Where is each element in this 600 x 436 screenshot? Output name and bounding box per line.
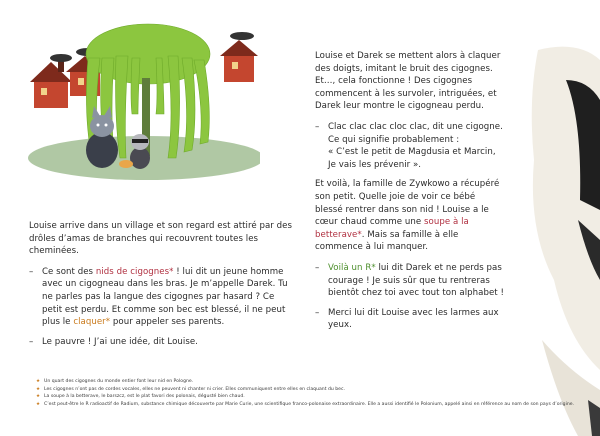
footnote: ★ Un quart des cigognes du monde entier font leur nid en Pologne. (36, 379, 194, 384)
letter-r-highlight: Voilà un R* (328, 262, 376, 273)
footnote: ★ Les cigognes n’ont pas de cordes vocales, elles ne peuvent ni chanter ni crier. Elles communiquent entre elles en claquant du bec. (36, 386, 345, 392)
stork-nests-highlight: nids de cigognes* (95, 266, 174, 277)
intro-paragraph: Louise arrive dans un village et son regard est attiré par des drôles d’amas de branches qui recouvrent toutes les cheminées. (29, 221, 293, 257)
paragraph-claquer: Louise et Darek se mettent alors à claquer des doigts, imitant le bruit des cigognes. Et…, cela fonctionne ! Des cigognes commencent à les survoler, intriguées, et Darek leur montre le cigogneau perdu. (315, 51, 501, 112)
dialogue-darek: – Ce sont des nids de cigognes* ! lui dit un jeune homme avec un cigogneau dans les bras. Je m’appelle Darek. Tu ne parles pas la langue des cigognes par hasard ? Ce petit est perdu. Et comme son bec est blessé, il ne peut plus le claquer* pour appeler ses parents. (29, 266, 294, 329)
left-dialogue-list (29, 266, 294, 349)
stork-picture (508, 40, 600, 436)
dialogue-louise-thanks: – Merci lui dit Louise avec les larmes aux yeux. (315, 307, 505, 332)
claquer-highlight: claquer* (73, 317, 111, 328)
right-dialogue-list (315, 262, 505, 332)
star-icon: ★ (36, 386, 41, 392)
stork-dialogue-list (315, 121, 505, 171)
right-column-text (315, 50, 505, 339)
stork-feather-illustration (508, 40, 600, 436)
house-right (220, 32, 258, 82)
village-illustration (28, 18, 260, 186)
dialogue-louise: – Le pauvre ! J’ai une idée, dit Louise. (29, 336, 294, 349)
dialogue-stork: – Clac clac clac cloc clac, dit une cigogne. Ce qui signifie probablement : « C’est le petit de Magdusia et Marcin, Je vais les prévenir ». (315, 121, 505, 171)
house-left (30, 54, 72, 108)
willow-village-picture (28, 18, 260, 186)
left-column-text (29, 220, 294, 355)
star-icon: ★ (36, 401, 41, 407)
beet-soup-highlight: soupe à la betterave* (315, 217, 469, 240)
dialogue-darek-r: – Voilà un R* lui dit Darek et ne perds pas courage ! Je suis sûr que tu rentreras bientôt chez toi avec tout ton alphabet ! (315, 262, 505, 300)
footnote: ★ C’est peut-être le R radioactif de Radium, substance chimique découverte par Marie Curie, une scientifique franco-polonaise extraordinaire. Elle a aussi identifié le Polonium, appelé ainsi en référence au nom de son pays d’origine. (36, 401, 575, 407)
footnote: ★ La soupe à la betterave, le barszcz, est le plat favori des polonais, dégusté bien chaud. (36, 394, 245, 400)
paragraph-family: Et voilà, la famille de Zywkowo a récupéré son petit. Quelle joie de voir ce bébé blessé rentrer dans son nid ! Louise a le cœur chaud comme une soupe à la betterave*. Mais sa famille à elle commence à lui manquer. (315, 179, 500, 253)
footnotes (36, 378, 576, 408)
star-icon: ★ (36, 379, 41, 384)
star-icon: ★ (36, 394, 41, 400)
